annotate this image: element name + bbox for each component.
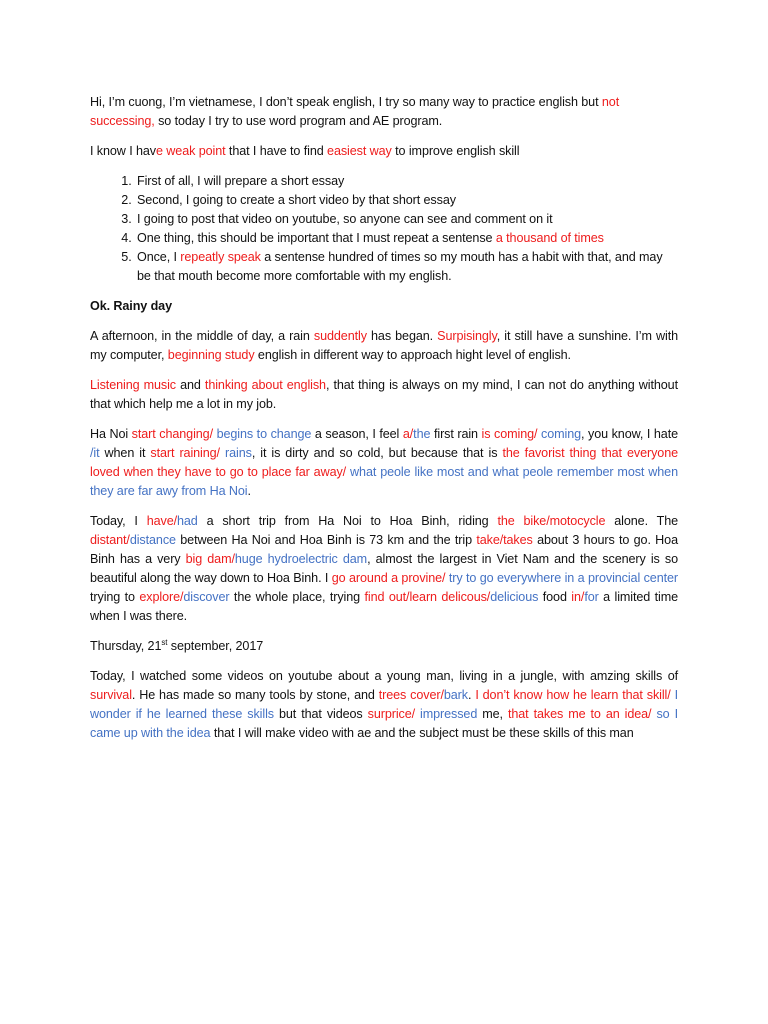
- step-item: [135, 248, 678, 286]
- text-run: .: [467, 688, 476, 702]
- blue-text-run: huge hydroelectric dam: [234, 552, 368, 566]
- red-text-run: beginning study: [167, 348, 255, 362]
- red-text-run: Surpisingly: [437, 329, 497, 343]
- weak-point-paragraph: [90, 142, 678, 161]
- blue-text-run: delicious: [490, 590, 539, 604]
- blue-text-run: I wonder if he learned these skills: [90, 688, 678, 721]
- text-run: , it is dirty and so cold, but because that is: [251, 446, 503, 460]
- text-run: about 3 hours to go. Hoa Binh has a very: [90, 533, 678, 566]
- text-run: alone. The: [605, 514, 679, 528]
- text-run: Second, I going to create a short video by that short essay: [137, 193, 456, 207]
- red-text-run: easiest way: [327, 144, 392, 158]
- text-run: Once, I: [137, 250, 181, 264]
- red-text-run: in/: [571, 590, 585, 604]
- text-run: . He has made so many tools by stone, and: [131, 688, 379, 702]
- text-run: me,: [477, 707, 508, 721]
- step-item: [135, 172, 678, 191]
- red-text-run: find out/learn delicous/: [364, 590, 491, 604]
- text-run: so today I try to use word program and AE program.: [154, 114, 443, 128]
- step-item: [135, 229, 678, 248]
- red-text-run: explore/: [139, 590, 184, 604]
- date-ordinal: st: [161, 637, 168, 647]
- text-run: a limited time when I was there.: [90, 590, 679, 623]
- red-text-run: trees cover/: [378, 688, 444, 702]
- blue-text-run: begins to change: [216, 427, 312, 441]
- listening-paragraph: [90, 376, 678, 414]
- text-run: A afternoon, in the middle of day, a rain: [90, 329, 314, 343]
- text-run: when it: [99, 446, 151, 460]
- text-run: a sentense hundred of times so my mouth has a habit with that, and may be that mouth become more comfortable with my english.: [137, 250, 663, 283]
- red-text-run: suddently: [313, 329, 367, 343]
- red-text-run: the favorist thing that everyone loved when they have to go to place far away/: [90, 446, 679, 479]
- step-item: [135, 191, 678, 210]
- blue-text-run: /it: [90, 446, 100, 460]
- blue-text-run: bark: [443, 688, 468, 702]
- steps-list: [90, 172, 678, 286]
- red-text-run: big dam/: [185, 552, 235, 566]
- red-text-run: have/: [146, 514, 177, 528]
- intro-paragraph: [90, 93, 678, 131]
- text-run: a season, I feel: [311, 427, 403, 441]
- blue-text-run: rains: [225, 446, 252, 460]
- text-run: One thing, this should be important that I must repeat a sentense: [137, 231, 496, 245]
- red-text-run: Listening music: [90, 378, 176, 392]
- text-run: , it still have a sunshine. I’m with my computer,: [90, 329, 678, 362]
- red-text-run: is coming/: [481, 427, 538, 441]
- text-run: a short trip from Ha Noi to Hoa Binh, riding: [197, 514, 498, 528]
- text-run: has began.: [366, 329, 438, 343]
- text-run: to improve english skill: [391, 144, 520, 158]
- blue-text-run: had: [177, 514, 198, 528]
- document-body: [90, 93, 678, 754]
- red-text-run: take/takes: [476, 533, 533, 547]
- text-run: and: [176, 378, 205, 392]
- text-run: Today, I: [90, 514, 147, 528]
- red-text-run: go around a provine/: [331, 571, 446, 585]
- text-run: , you know, I hate: [581, 427, 678, 441]
- text-run: the whole place, trying: [229, 590, 365, 604]
- text-run: , almost the largest in Viet Nam and the scenery is so beautiful along the way down to Hoa Binh. I: [90, 552, 678, 585]
- red-text-run: not successing,: [90, 95, 620, 128]
- blue-text-run: for: [584, 590, 599, 604]
- text-run: Ha Noi: [90, 427, 132, 441]
- date-prefix: Thursday, 21: [90, 639, 162, 653]
- jungle-paragraph: [90, 667, 678, 743]
- red-text-run: distant/: [90, 533, 130, 547]
- text-run: english in different way to approach hight level of english.: [254, 348, 571, 362]
- red-text-run: surprice/: [367, 707, 416, 721]
- red-text-run: that takes me to an idea/: [507, 707, 652, 721]
- blue-text-run: impressed: [420, 707, 478, 721]
- section-heading-rainy-day: Ok. Rainy day: [90, 299, 172, 313]
- blue-text-run: coming: [541, 427, 582, 441]
- text-run: first rain: [430, 427, 482, 441]
- date-suffix: september, 2017: [167, 639, 264, 653]
- text-run: trying to: [90, 590, 140, 604]
- trip-paragraph: [90, 512, 678, 626]
- blue-text-run: try to go everywhere in a provincial center: [448, 571, 679, 585]
- blue-text-run: what peole like most and what peole remember most when they are far awy from Ha Noi: [90, 465, 678, 498]
- red-text-run: the bike/motocycle: [497, 514, 606, 528]
- red-text-run: thinking about english: [204, 378, 326, 392]
- ha-noi-paragraph: [90, 425, 678, 501]
- text-run: that I will make video with ae and the subject must be these skills of this man: [210, 726, 634, 740]
- red-text-run: e weak point: [156, 144, 226, 158]
- blue-text-run: distance: [129, 533, 176, 547]
- red-text-run: a thousand of times: [495, 231, 604, 245]
- text-run: food: [538, 590, 572, 604]
- red-text-run: start raining/: [150, 446, 220, 460]
- blue-text-run: discover: [183, 590, 230, 604]
- text-run: , that thing is always on my mind, I can not do anything without that which help me a lot in my job.: [90, 378, 678, 411]
- red-text-run: survival: [90, 688, 132, 702]
- text-run: I going to post that video on youtube, so anyone can see and comment on it: [137, 212, 553, 226]
- red-text-run: I don’t know how he learn that skill/: [475, 688, 671, 702]
- red-text-run: a/: [402, 427, 414, 441]
- blue-text-run: the: [413, 427, 431, 441]
- text-run: but that videos: [273, 707, 368, 721]
- text-run: First of all, I will prepare a short essay: [137, 174, 345, 188]
- red-text-run: repeatly speak: [180, 250, 261, 264]
- blue-text-run: so I came up with the idea: [90, 707, 678, 740]
- text-run: Today, I watched some videos on youtube about a young man, living in a jungle, with amzing skills of: [90, 669, 678, 683]
- text-run: Hi, I’m cuong, I’m vietnamese, I don’t speak english, I try so many way to practice english but: [90, 95, 602, 109]
- red-text-run: start changing/: [131, 427, 213, 441]
- text-run: .: [247, 484, 251, 498]
- text-run: between Ha Noi and Hoa Binh is 73 km and the trip: [175, 533, 477, 547]
- text-run: I know I hav: [90, 144, 156, 158]
- afternoon-paragraph: [90, 327, 678, 365]
- text-run: that I have to find: [225, 144, 328, 158]
- date-heading: [90, 637, 678, 656]
- step-item: [135, 210, 678, 229]
